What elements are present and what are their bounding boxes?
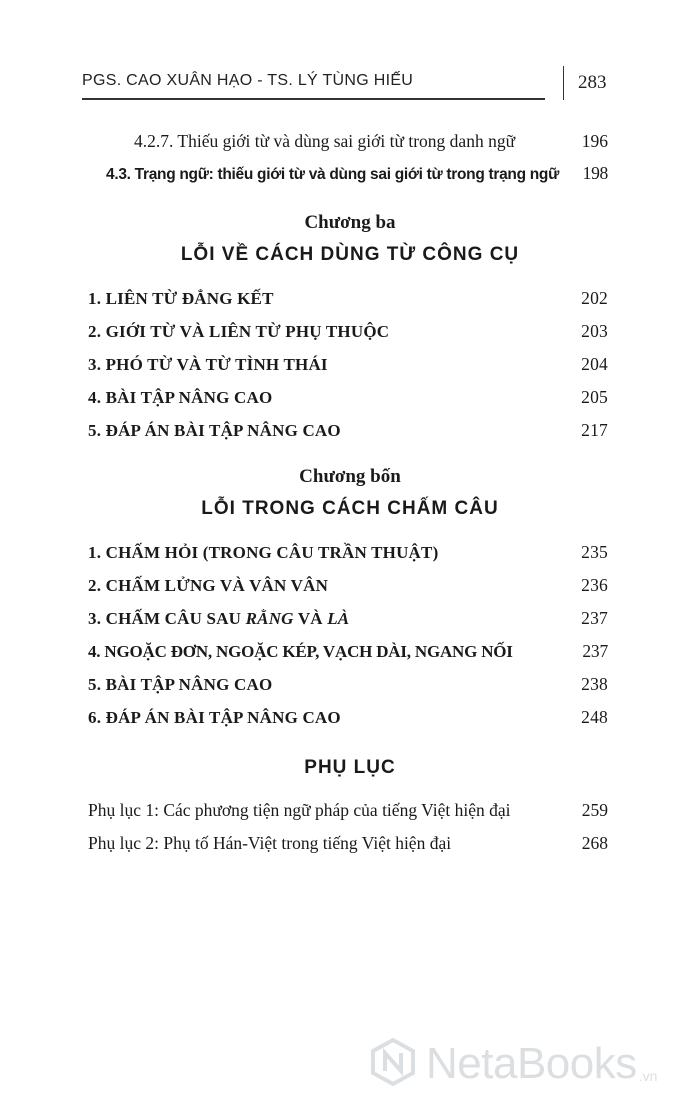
toc-entry-page: 217 xyxy=(581,420,608,440)
toc-entry-page: 237 xyxy=(582,641,608,661)
toc-entry-title xyxy=(88,609,349,629)
toc-entry-page: 268 xyxy=(581,833,608,853)
toc-entry-page: 204 xyxy=(581,354,608,374)
chapter-label: Chương ba xyxy=(304,212,396,233)
page-number: 283 xyxy=(578,72,607,93)
toc-entry-title: 1. CHẤM HỎI (TRONG CÂU TRẦN THUẬT) xyxy=(88,543,439,562)
watermark-brand: NetaBooks xyxy=(426,1039,637,1088)
toc-entry xyxy=(134,131,608,157)
netabooks-logo-icon xyxy=(368,1037,418,1092)
toc-entry-title: 6. ĐÁP ÁN BÀI TẬP NÂNG CAO xyxy=(88,708,341,727)
toc-entry xyxy=(88,354,608,380)
toc-entry-title-italic: LÀ xyxy=(327,609,350,628)
toc-entry-page: 238 xyxy=(581,674,608,694)
toc-entry xyxy=(88,707,608,733)
watermark xyxy=(368,1038,657,1090)
toc-entry-title-mid: VÀ xyxy=(293,609,328,628)
toc-entry-title-italic: RẰNG xyxy=(245,609,294,628)
toc-entry xyxy=(88,641,608,667)
toc-entry-title: 4. BÀI TẬP NÂNG CAO xyxy=(88,388,273,407)
toc-entry-title: 4. NGOẶC ĐƠN, NGOẶC KÉP, VẠCH DÀI, NGANG NỐI xyxy=(88,642,513,661)
toc-entry-title: 5. ĐÁP ÁN BÀI TẬP NÂNG CAO xyxy=(88,421,341,440)
toc-entry-title: 3. PHÓ TỪ VÀ TỪ TÌNH THÁI xyxy=(88,355,328,374)
toc-entry-page: 205 xyxy=(581,387,608,407)
toc-entry xyxy=(88,575,608,601)
toc-entry xyxy=(88,288,608,314)
toc-entry-page: 202 xyxy=(581,288,608,308)
toc-entry-page: 196 xyxy=(581,131,608,151)
header-authors: PGS. CAO XUÂN HẠO - TS. LÝ TÙNG HIẾU xyxy=(82,72,414,89)
toc-entry-title: 5. BÀI TẬP NÂNG CAO xyxy=(88,675,273,694)
toc-entry-title: 2. GIỚI TỪ VÀ LIÊN TỪ PHỤ THUỘC xyxy=(88,322,390,341)
toc-entry xyxy=(88,420,608,446)
toc-entry xyxy=(88,321,608,347)
toc-entry xyxy=(106,163,608,189)
header-rule xyxy=(82,98,545,100)
toc-entry-page: 198 xyxy=(582,163,608,183)
toc-entry-title: Phụ lục 1: Các phương tiện ngữ pháp của tiếng Việt hiện đại xyxy=(88,800,511,820)
header-separator xyxy=(563,66,564,100)
toc-entry-page: 259 xyxy=(581,800,608,820)
toc-entry-title: Phụ lục 2: Phụ tố Hán-Việt trong tiếng Việt hiện đại xyxy=(88,833,452,853)
toc-entry-page: 237 xyxy=(581,608,608,628)
chapter-title: LỖI TRONG CÁCH CHẤM CÂU xyxy=(201,498,499,519)
toc-entry-title: 4.2.7. Thiếu giới từ và dùng sai giới từ trong danh ngữ xyxy=(134,131,516,151)
toc-entry xyxy=(88,800,608,826)
toc-entry-title: 4.3. Trạng ngữ: thiếu giới từ và dùng sai giới từ trong trạng ngữ xyxy=(106,166,560,183)
toc-entry xyxy=(88,833,608,859)
toc-entry-page: 235 xyxy=(581,542,608,562)
toc-entry-title: 2. CHẤM LỬNG VÀ VÂN VÂN xyxy=(88,576,329,595)
toc-entry xyxy=(88,387,608,413)
toc-entry-page: 236 xyxy=(581,575,608,595)
toc-entry-page: 248 xyxy=(581,707,608,727)
chapter-title: LỖI VỀ CÁCH DÙNG TỪ CÔNG CỤ xyxy=(180,244,520,265)
appendix-title: PHỤ LỤC xyxy=(304,757,396,778)
toc-entry-title: 1. LIÊN TỪ ĐẲNG KẾT xyxy=(88,289,274,308)
toc-entry xyxy=(88,674,608,700)
toc-entry-page: 203 xyxy=(581,321,608,341)
watermark-suffix: .vn xyxy=(638,1068,658,1084)
toc-entry xyxy=(88,542,608,568)
chapter-label: Chương bốn xyxy=(299,466,401,487)
toc-entry-title-prefix: 3. CHẤM CÂU SAU xyxy=(88,609,246,628)
toc-entry xyxy=(88,608,608,634)
